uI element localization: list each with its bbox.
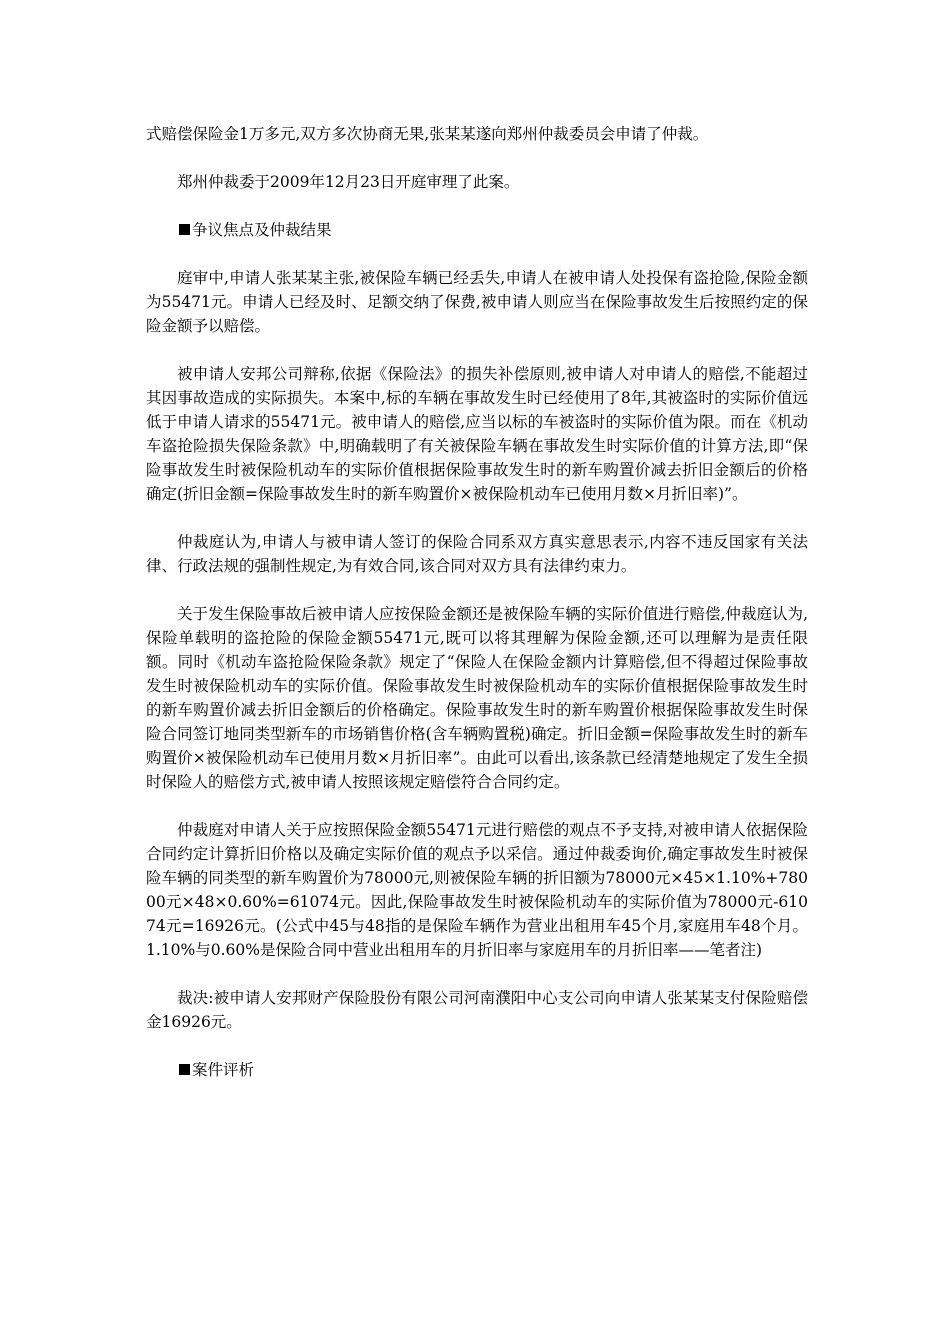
section-heading-dispute-text: 争议焦点及仲裁结果: [192, 221, 332, 239]
paragraph-applicant-claim: 庭审中,申请人张某某主张,被保险车辆已经丢失,申请人在被申请人处投保有盗抢险,保险金额为55471元。申请人已经及时、足额交纳了保费,被申请人则应当在保险事故发生后按照约定的保险金额予以赔偿。: [146, 269, 808, 335]
paragraph-tribunal-calculation: 仲裁庭对申请人关于应按照保险金额55471元进行赔偿的观点不予支持,对被申请人依据保险合同约定计算折旧价格以及确定实际价值的观点予以采信。通过仲裁委询价,确定事故发生时被保险车辆的同类型的新车购置价为78000元,则被保险车辆的折旧额为78000元×45×1.10%+78000元×48×0.60%=61074元。因此,保险事故发生时被保险机动车的实际价值为78000元-61074元=16926元。(公式中45与48指的是保险车辆作为营业出租用车45个月,家庭用车48个月。1.10%与0.60%是保险合同中营业出租用车的月折旧率与家庭用车的月折旧率——笔者注): [146, 821, 808, 959]
paragraph-continued-claim: 式赔偿保险金1万多元,双方多次协商无果,张某某遂向郑州仲裁委员会申请了仲裁。: [146, 125, 709, 143]
paragraph-award: 裁决:被申请人安邦财产保险股份有限公司河南濮阳中心支公司向申请人张某某支付保险赔偿金16926元。: [146, 989, 808, 1031]
paragraph-respondent-defense: 被申请人安邦公司辩称,依据《保险法》的损失补偿原则,被申请人对申请人的赔偿,不能超过其因事故造成的实际损失。本案中,标的车辆在事故发生时已经使用了8年,其被盗时的实际价值远低于申请人请求的55471元。被申请人的赔偿,应当以标的车被盗时的实际价值为限。而在《机动车盗抢险损失保险条款》中,明确载明了有关被保险车辆在事故发生时实际价值的计算方法,即“保险事故发生时被保险机动车的实际价值根据保险事故发生时的新车购置价减去折旧金额后的价格确定(折旧金额=保险事故发生时的新车购置价×被保险机动车已使用月数×月折旧率)”。: [146, 365, 808, 503]
square-bullet-icon: [179, 224, 190, 235]
section-heading-analysis: [146, 1058, 808, 1082]
document-body: [146, 122, 808, 1106]
paragraph-tribunal-contract-validity: 仲裁庭认为,申请人与被申请人签订的保险合同系双方真实意思表示,内容不违反国家有关法律、行政法规的强制性规定,为有效合同,该合同对双方具有法律约束力。: [146, 533, 808, 575]
section-heading-dispute: [146, 218, 808, 242]
section-heading-analysis-text: 案件评析: [192, 1061, 255, 1079]
paragraph-hearing-date: 郑州仲裁委于2009年12月23日开庭审理了此案。: [177, 173, 520, 191]
paragraph-tribunal-compensation-basis: 关于发生保险事故后被申请人应按保险金额还是被保险车辆的实际价值进行赔偿,仲裁庭认为,保险单载明的盗抢险的保险金额55471元,既可以将其理解为保险金额,还可以理解为是责任限额。同时《机动车盗抢险保险条款》规定了“保险人在保险金额内计算赔偿,但不得超过保险事故发生时被保险机动车的实际价值。保险事故发生时被保险机动车的实际价值根据保险事故发生时的新车购置价减去折旧金额后的价格确定。保险事故发生时的新车购置价根据保险事故发生时保险合同签订地同类型新车的市场销售价格(含车辆购置税)确定。折旧金额=保险事故发生时的新车购置价×被保险机动车已使用月数×月折旧率”。由此可以看出,该条款已经清楚地规定了发生全损时保险人的赔偿方式,被申请人按照该规定赔偿符合合同约定。: [146, 605, 808, 791]
square-bullet-icon: [179, 1064, 190, 1075]
